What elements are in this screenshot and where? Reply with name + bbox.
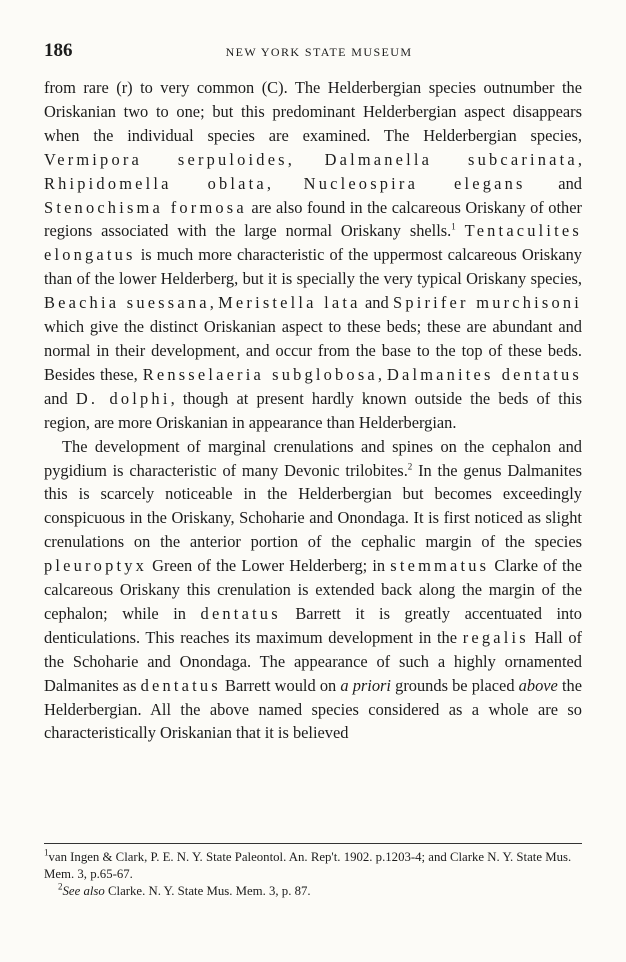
- species-name: Stenochisma formosa: [44, 197, 247, 217]
- text-run: and: [360, 293, 394, 313]
- text-run: is much more characteristic of the uppermost calcareous Oriskany than of the lower Helderberg, but it is specially the very typical Oriskany species,: [44, 245, 582, 289]
- footnote-text: van Ingen & Clark, P. E. N. Y. State Paleontol. An. Rep't. 1902. p.1203-4; and Clarke N. Y. State Mus. Mem. 3, p.65-67.: [44, 850, 572, 881]
- text-run: In the genus Dalmanites this is scarcely noticeable in the Helderbergian but becomes exceedingly conspicuous in the Oriskany, Schoharie and Onondaga. It is first noticed as slight crenulations on the anterior portion of the cephalic margin of the species: [44, 460, 582, 552]
- paragraph-1: [44, 76, 582, 435]
- text-run: ,: [377, 364, 387, 384]
- text-run: and: [44, 388, 76, 408]
- footnote-see-also: See also: [62, 884, 105, 898]
- species-name: pleuroptyx: [44, 556, 148, 576]
- species-name: Dalmanites dentatus: [386, 364, 582, 384]
- species-name: Beachia suessana: [44, 293, 210, 313]
- text-run: Green of the Lower Helderberg; in: [147, 556, 391, 576]
- italic-word: above: [518, 675, 558, 695]
- footnotes: [44, 849, 582, 900]
- text-run: [456, 221, 465, 240]
- text-run: ,: [287, 149, 325, 169]
- species-name: Spirifer murchisoni: [393, 293, 582, 313]
- body-text: [44, 76, 582, 745]
- running-head: NEW YORK STATE MUSEUM: [225, 45, 413, 59]
- italic-phrase: a priori: [340, 675, 391, 695]
- footnote-2: [44, 883, 582, 900]
- footnote-text: Clarke. N. Y. State Mus. Mem. 3, p. 87.: [104, 884, 311, 898]
- footnote-1: [44, 849, 582, 883]
- text-run: which give the distinct Oriskanian aspect to these beds; these are abundant and normal in their development, and occur from the base to the top of these beds. Besides these,: [44, 317, 582, 384]
- species-name: Meristella lata: [218, 293, 361, 313]
- footnote-ref-1[interactable]: 1: [451, 221, 456, 232]
- species-name: dentatus: [200, 603, 281, 623]
- species-name: Dalmanella subcarinata: [324, 149, 578, 169]
- species-name: Nucleospira elegans: [303, 173, 526, 193]
- text-run: The development of marginal crenulations and spines on the cephalon and pygidium is characteristic of many Devonic trilobites.: [44, 436, 582, 480]
- page-header: [44, 40, 582, 60]
- species-name: dentatus: [140, 675, 221, 695]
- text-run: from rare (r) to very common (C). The Helderbergian species outnumber the Oriskanian two to one; but this predominant Helderbergian aspect disappears when the individual species are examined. The Helderbergian species,: [44, 78, 582, 145]
- species-name: Vermipora serpuloides: [44, 149, 288, 169]
- text-run: ,: [266, 173, 304, 193]
- text-run: Barrett it is greatly accentuated into denticulations. This reaches its maximum development in the: [44, 603, 583, 647]
- species-name: stemmatus: [390, 556, 490, 576]
- species-name: D. dolphi: [75, 388, 171, 408]
- text-run: ,: [577, 149, 582, 169]
- text-run: , though at present hardly known outside the beds of this region, are more Oriskanian in appearance than Helderbergian.: [44, 388, 582, 432]
- text-run: Barrett would on: [220, 675, 341, 695]
- text-run: Clarke of the calcareous Oriskany this crenulation is extended back along the margin of the cephalon; while in: [44, 556, 582, 623]
- text-run: the Helderbergian. All the above named species considered as a whole are so characteristically Oriskanian that it is believed: [44, 675, 582, 743]
- text-run: Hall of the Schoharie and Onondaga. The appearance of such a highly ornamented Dalmanites as: [44, 627, 582, 695]
- species-name: regalis: [462, 627, 529, 647]
- species-name: Rhipidomella oblata: [44, 173, 267, 193]
- text-run: and: [525, 173, 582, 193]
- species-name: Tentaculites elongatus: [44, 221, 582, 265]
- footnote-mark: 1: [44, 847, 49, 858]
- text-run: ,: [209, 293, 219, 313]
- species-name: Rensselaeria subglobosa: [142, 364, 378, 384]
- footnote-divider: [44, 843, 582, 844]
- paragraph-2: [44, 435, 582, 746]
- footnote-ref-2[interactable]: 2: [407, 461, 413, 472]
- footnote-mark: 2: [58, 881, 63, 892]
- text-run: grounds be placed: [390, 675, 519, 695]
- text-run: are also found in the calcareous Oriskany of other regions associated with the large normal Oriskany shells.: [44, 197, 582, 241]
- page-number: 186: [44, 40, 73, 61]
